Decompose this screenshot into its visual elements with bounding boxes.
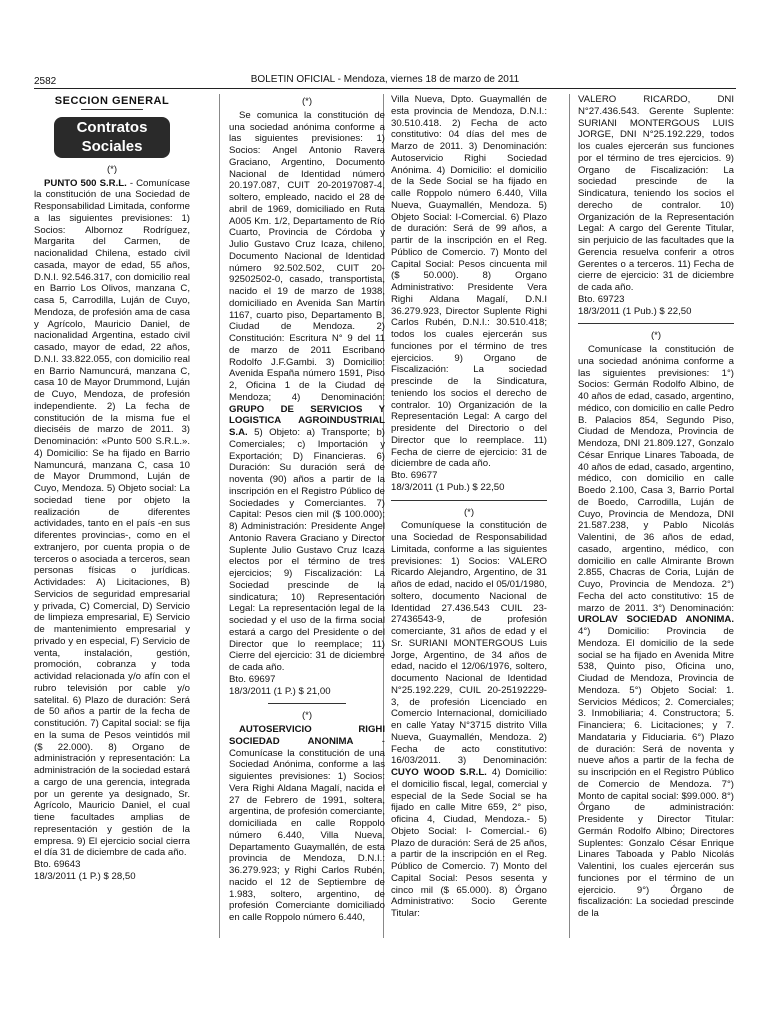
page-number: 2582 (34, 76, 57, 87)
column-4 (578, 94, 734, 938)
notice-body (34, 178, 190, 860)
notice-marker: (*) (650, 330, 662, 342)
notice-marker: (*) (301, 710, 313, 722)
section-title: SECCION GENERAL (54, 95, 170, 107)
column-2 (229, 94, 385, 938)
bulletin-number: Bto. 69697 (229, 673, 276, 685)
column-divider (219, 94, 220, 938)
publication-info: 18/3/2011 (1 Pub.) $ 22,50 (391, 481, 505, 493)
section-underline (81, 109, 143, 110)
banner-line-1: Contratos (76, 118, 148, 136)
bulletin-number: Bto. 69723 (578, 293, 625, 305)
notice-separator (578, 323, 734, 324)
notice-body (229, 110, 385, 674)
company-name: PUNTO 500 S.R.L. (44, 177, 127, 189)
company-name: AUTOSERVICIO RIGHI SOCIEDAD ANONIMA (229, 724, 385, 747)
notice-text: 4°) Domicilio: Provincia de Mendoza. El domicilio de la sede social se ha fijado en Avenida Mitre 538, Quinto piso, Oficina uno, Ciudad de Mendoza, Provincia de Mendoza. 5°) Objeto Social: 1. Servicios Médicos; 2. Comerciales; 3. Inmobiliaria; 4. Constructora; 5. Financiera; 6. Licitaciones; y 7. Mandataria y Fiduciaria. 6°) Plazo de duración: Será de noventa y nueve años a partir de la fecha de su inscripción en el Registro Público de Comercio de Mendoza. 7°) Monto de capital social: $99.000. 8°) Órgano de administración: Presidente y Director Titular: Germán Rodolfo Albino; Directores Suplentes: Gonzalo César Enrique Linares Taboada y Pablo Nicolás Valentini, los cuales ejercerán sus funciones por el término de un ejercicio. 9°) Órgano de fiscalización: La sociedad prescinde de la (578, 626, 734, 919)
notice-text: - Comunícase la constitución de una Sociedad Anónima, conforme a las siguientes previsiones: 1) Socios: Vera Righi Aldana Magalí, nacida el 27 de Febrero de 1991, soltera, argentina, de profesión comerciante, domiciliada en calle Roppolo número 6.440, Villa Nueva, Departamento Guaymallén, de esta provincia de Mendoza, D.N.I.: 36.279.923; y Righi Carlos Rubén, nacido el 12 de Septiembre de 1.983, soltero, argentino, de profesión Comerciante domiciliado en calle Roppolo número 6.440, (229, 735, 385, 923)
column-3 (391, 94, 547, 938)
company-name: UROLAV SOCIEDAD ANONIMA. (578, 614, 734, 626)
bulletin-number: Bto. 69677 (391, 470, 438, 481)
notice-body (229, 724, 385, 924)
notice-text: Villa Nueva, Dpto. Guaymallén de esta provincia de Mendoza, D.N.I.: 30.510.418. 2) Fecha de acto constitutivo: 04 días del mes de Marzo de 2011. 3) Denominación: Autoservicio Righi Sociedad Anónima. 4) Domicilio: el domicilio de la Sede Social se ha fijado en calle Roppolo número 6.440, Villa Nueva, Guaymallén, Mendoza. 5) Objeto Social: I-Comercial. 6) Plazo de duración: Será de 99 años, a partir de la inscripción en el Reg. Público de Comercio. 7) Monto del Capital Social: Pesos cincuenta mil ($ 50.000). 8) Organo Administrativo: Presidente Vera Righi Aldana Magalí, D.N.I 36.279.923, Director Suplente Righi Carlos Rubén, D.N.I.: 30.510.418; todos los cuales ejercerán sus funciones por el término de tres ejercicios. 9) Organo de Fiscalización: La sociedad prescinde de la Sindicatura, teniendo los socios el derecho de contralor. 10) Organización de la Representación Legal: A cargo del presidente del Directorio o del Director que lo reemplace. 11) Fecha de cierre de ejercicio: 31 de diciembre de cada año. (391, 94, 547, 470)
notice-text: Comuníquese la constitución de una Sociedad de Responsabilidad Limitada, conforme a las siguientes previsiones: 1) Socios: VALERO Ricardo Alejandro, Argentino, de 31 años de edad, nacido el 05/01/1980, soltero, documento Nacional de Identidad 27.436.543 CUIL 23-27436543-9, de profesión comerciante, 31 años de edad y el Sr. SURIANI MONTERGOUS Luis Jorge, Argentino, de 34 años de edad, nacido el 12/06/1976, soltero, documento Nacional de Identidad N°25.192.229, CUIL 20-25192229-3, de profesión Licenciado en Comercio Internacional, domiciliado en calle Yatay N°3715 distrito Villa Nueva, Guaymallén, Mendoza. 2) Fecha de acto constitutivo: 16/03/2011. 3) Denominación: (391, 520, 547, 767)
notice-text: 4) Domicilio: el domicilio fiscal, legal, comercial y especial de la Sede Social se ha fijado en calle Mitre 659, 2° piso, oficina 4, Ciudad, Mendoza.- 5) Objeto Social: I- Comercial.- 6) Plazo de duración: Será de 25 años, a partir de la inscripción en el Reg. Público de Comercio. 7) Monto del Capital Social: Pesos sesenta y cinco mil ($ 65.000). 8) Órgano Administrativo: Socio Gerente Titular: (391, 767, 547, 919)
notice-text: Comunícase la constitución de una sociedad anónima conforme a las siguientes previsiones: 1°) Socios: Germán Rodolfo Albino, de 40 años de edad, casado, argentino, médico, con domicilio en calle Pedro B. Palacios 854, Segundo Piso, Ciudad de Mendoza, Provincia de Mendoza, DNI 21.809.127, Gonzalo César Enrique Linares Taboada, de 40 años de edad, casado, argentino, médico, con domicilio en calle Boedo 2.100, Casa 3, Barrio Portal de Boedo, Carrodilla, Luján de Cuyo, Provincia de Mendoza, DNI 21.587.238, y Pablo Nicolás Valentini, de 36 años de edad, casado, argentino, médico, con domicilio en calle Almirante Brown 2.855, Chacras de Coria, Luján de Cuyo, Provincia de Mendoza. 2°) Fecha del acto constitutivo: 15 de marzo de 2011. 3°) Denominación: (578, 344, 734, 614)
header-rule (34, 88, 736, 89)
notice-body (578, 344, 734, 920)
page-header (34, 73, 736, 87)
notice-text: Se comunica la constitución de una sociedad anónima conforme a las siguientes previsiones: 1) Socios: Angel Antonio Ravera Graciano, Argentino, Documento Nacional de Identidad número 20.197.087, CUIT 20-20197087-4, soltero, empleado, nacido el 28 de abril de 1969, domiciliado en Ruta A005 Km. 1/2, Departamento de Río Cuarto, Provincia de Córdoba y Julio Gustavo Cruz Icaza, chileno, Documento Nacional de Identidad número 92.502.502, CUIT 20-92502502-0, casado, transportista, nacido el 19 de marzo de 1938, domiciliado en Avenida San Martín 1167, cuarto piso, Departamento B, Ciudad de Mendoza. 2) Constitución: Escritura N° 9 del 11 de marzo de 2011 Escribano Rodolfo J.F.Gambi. 3) Domicilio: Avenida España número 1591, Piso 2, Oficina 1 de la Ciudad de Mendoza; 4) Denominación: (229, 109, 385, 403)
notice-separator (391, 500, 547, 501)
notice-marker: (*) (106, 163, 118, 175)
bulletin-number: Bto. 69643 (34, 859, 81, 870)
notice-marker: (*) (463, 506, 475, 518)
notice-separator (268, 703, 346, 704)
notice-text: 5) Objeto: a) Transporte; b) Comerciales; c) Importación y Exportación; D) Financieras. 6) Duración: Su duración será de noventa (90) años a partir de la inscripción en el Registro Público de Sociedades y Comerciantes. 7) Capital: Pesos cien mil ($ 100.000); 8) Administración: Presidente Angel Antonio Ravera Graciano y Director Suplente Julio Gustavo Cruz Icaza electos por el término de tres ejercicios; 9) Fiscalización: La Sociedad prescinde de la sindicatura; 10) Representación Legal: La representación legal de la sociedad y el uso de la firma social estará a cargo del Presidente o del Director que lo reemplace; 11) Cierre del ejercicio: 31 de diciembre de cada año. (229, 427, 385, 673)
publication-info: 18/3/2011 (1 P.) $ 21,00 (229, 685, 331, 697)
company-name: CUYO WOOD S.R.L. (391, 767, 487, 778)
notice-marker: (*) (301, 96, 313, 107)
page-title: BOLETIN OFICIAL - Mendoza, viernes 18 de marzo de 2011 (250, 74, 520, 85)
notice-text: VALERO RICARDO, DNI N°27.436.543. Gerente Suplente: SURIANI MONTERGOUS LUIS JORGE, DNI N°25.192.229, todos los cuales ejercerán sus funciones por el término de tres ejercicios. 9) Organo de Fiscalización: La sociedad prescinde de la Sindicatura, teniendo los socios el derecho de contralor. 10) Organización de la Representación Legal: A cargo del Gerente Titular, sin perjuicio de las facultades que la Gerencia resuelva conferir a otros Gerentes o a terceros. 11) Fecha de cierre de ejercicio: 31 de diciembre de cada año. (578, 94, 734, 293)
column-1 (34, 94, 190, 938)
notice-text: - Comunícase la constitución de una Sociedad de Responsabilidad Limitada, conforme a las siguientes previsiones: 1) Socios: Albornoz Rodríguez, Margarita del Carmen, de nacionalidad Chilena, estado civil casada, mayor de edad, 55 años, D.N.I. 92.546.317, con domicilio real en Barrio Los Olivos, manzana C, casa 5, Carrodilla, Luján de Cuyo, Mendoza, de profesión ama de casa y Agrícolo, Mauricio Daniel, de nacionalidad Argentina, estado civil casado, mayor de edad, 22 años, D.N.I. 33.822.055, con domicilio real en Barrio Namuncurá, manzana C, casa 10 de Mayor Drummond, Luján de Cuyo, Mendoza, de profesión independiente. 2) La fecha de constitución de la misma fue el dieciséis de marzo de 2011. 3) Denominación: «Punto 500 S.R.L.». 4) Domicilio: Se ha fijado en Barrio Namuncurá, manzana C, casa 10 de Mayor Drummond, Luján de Cuyo, Mendoza. 5) Objeto social: La sociedad tiene por objeto la realización de diferentes actividades, tanto en el país -en sus diferentes provincias-, como en el extranjero, por cuenta propia o de terceros o asociada a terceros, sean personas físicas o jurídicas. Actividades: A) Licitaciones, B) Servicios de seguridad empresarial y privada, C) Comercial, D) Servicio de limpieza empresarial, E) Servicio de mantenimiento empresarial y privado y en especial, F) Servicio de venta, instalación, gestión, promoción, cobranza y toda actividad relacionada y/o afín con el rubro televisión por cable y/o satelital. 6) Plazo de duración: Será de 50 años a partir de la fecha de constitución. 7) Capital social: se fija en la suma de Pesos veintidós mil ($ 22.000). 8) Organo de administración y representación: La administración de la sociedad estará a cargo de una gerencia, integrada por un gerente ya designado, Sr. Agrícolo, Mauricio Daniel, el cual tiene facultades amplias de representación y gestión de la empresa. 9) El ejercicio social cierra el día 31 de diciembre de cada año. (34, 177, 190, 859)
column-divider (569, 94, 570, 938)
publication-info: 18/3/2011 (1 P.) $ 28,50 (34, 870, 136, 882)
company-name: GRUPO DE SERVICIOS Y LOGISTICA AGROINDUSTRIAL S.A. (229, 403, 385, 438)
banner-line-2: Sociales (81, 137, 143, 155)
publication-info: 18/3/2011 (1 Pub.) $ 22,50 (578, 305, 692, 317)
notice-body (391, 520, 547, 920)
section-banner (54, 117, 170, 158)
